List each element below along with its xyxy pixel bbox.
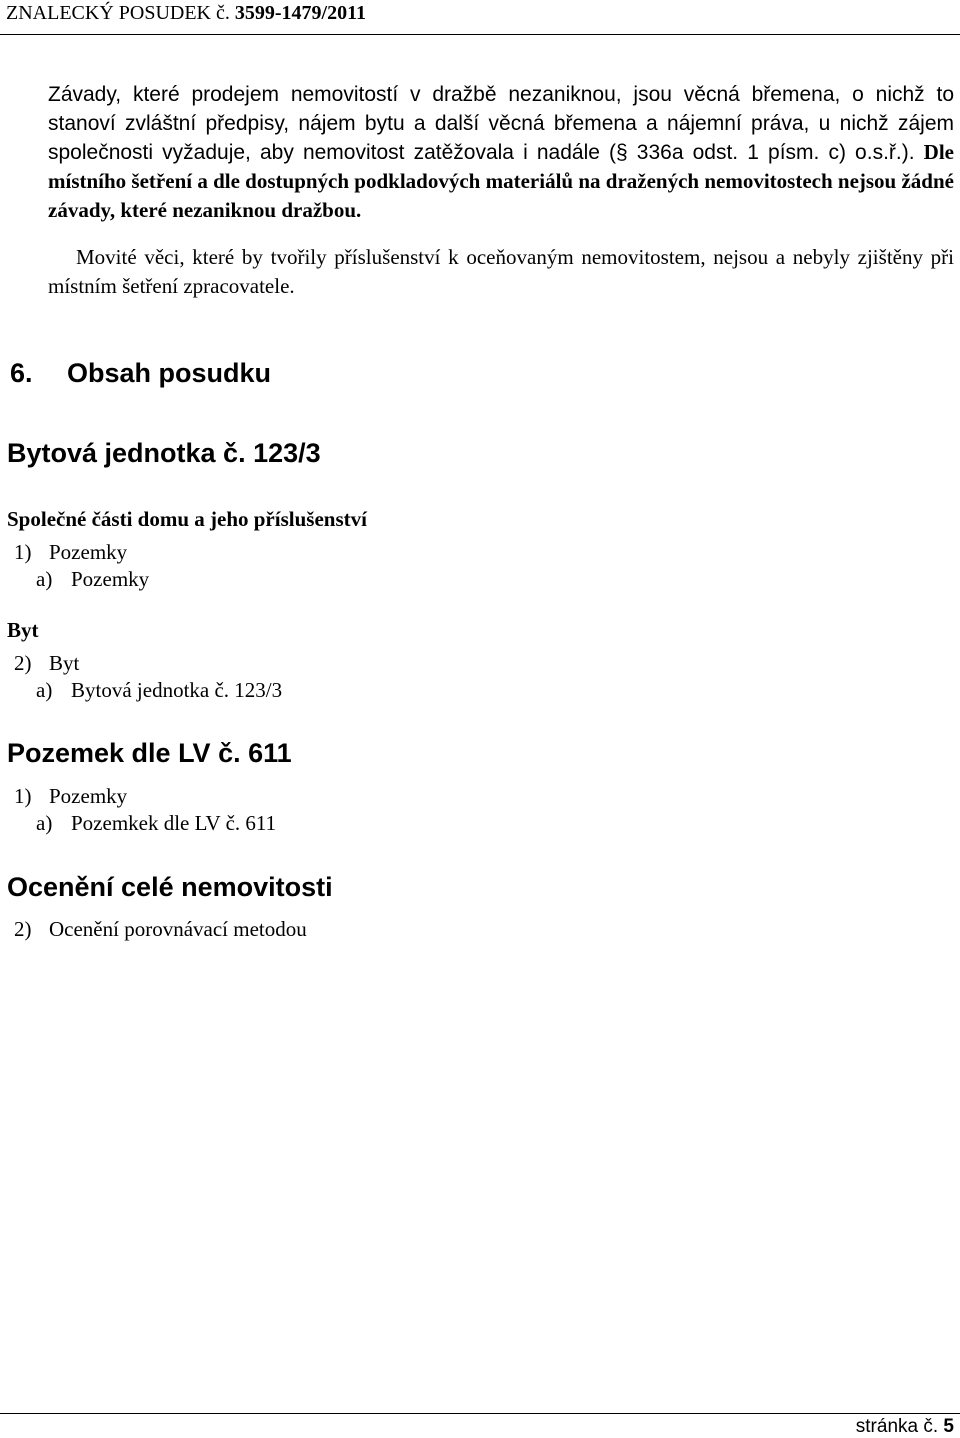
footer-divider [0,1413,960,1414]
list-item: 2) Byt [14,651,80,675]
heading-spolecne-casti: Společné části domu a jeho příslušenství [7,507,367,531]
heading-byt: Byt [7,618,39,642]
list-item: 1) Pozemky [14,784,128,808]
header-divider [0,34,960,35]
page-number: 5 [943,1416,954,1437]
header-prefix: ZNALECKÝ POSUDEK č. [6,2,230,24]
heading-pozemek: Pozemek dle LV č. 611 [7,738,292,768]
paragraph-defects-text: Závady, které prodejem nemovitostí v dražbě nezaniknou, jsou věcná břemena, o nichž to stanoví zvláštní předpisy, nájem bytu a další věcná břemena a nájemní práva, u nichž zájem společnosti vyžaduje, aby nemovitost zatěžovala i nadále (§ 336a odst. 1 písm. c) o.s.ř.). [48,83,954,164]
list-item: 2) Ocenění porovnávací metodou [14,917,307,941]
footer-label: stránka č. [855,1416,939,1437]
section-number: 6. [10,358,33,388]
list-item: 1) Pozemky [14,540,128,564]
paragraph-defects-conclusion: Dle místního šetření a dle dostupných podkladových materiálů na dražených nemovitostech nejsou žádné závady, které nezaniknou dražbou. [48,140,954,222]
list-item: a) Pozemky [36,567,150,591]
header-number: 3599-1479/2011 [234,2,367,24]
section-heading [10,358,271,389]
list-item: a) Pozemkek dle LV č. 611 [36,811,277,835]
paragraph-defects [48,80,954,225]
paragraph-movables: Movité věci, které by tvořily příslušenství k oceňovaným nemovitostem, nejsou a nebyly zjištěny při místním šetření zpracovatele. [48,245,954,298]
heading-oceneni: Ocenění celé nemovitosti [7,872,333,902]
section-title: Obsah posudku [67,358,272,388]
heading-bytova-jednotka: Bytová jednotka č. 123/3 [7,438,321,468]
page-header [6,2,366,25]
page-footer [856,1416,954,1438]
list-item: a) Bytová jednotka č. 123/3 [36,678,283,702]
